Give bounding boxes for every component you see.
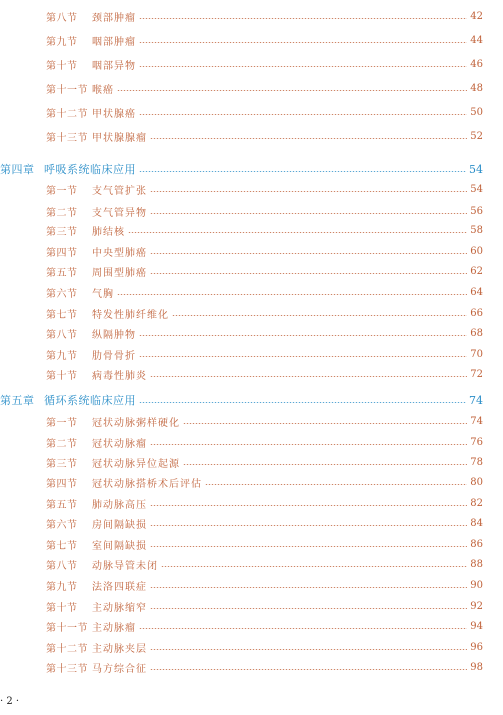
section-entry[interactable]: [0, 8, 503, 24]
dot-leader: [150, 649, 467, 650]
entry-page-number: 94: [470, 620, 483, 632]
dot-leader: [150, 213, 467, 214]
dot-leader: [150, 253, 467, 254]
section-entry[interactable]: [0, 80, 503, 96]
entry-page-number: 62: [470, 265, 483, 277]
section-entry[interactable]: [0, 474, 503, 490]
dot-leader: [150, 669, 467, 670]
entry-number: 第一节: [46, 417, 78, 429]
dot-leader: [183, 464, 467, 465]
entry-number: 第一节: [46, 185, 78, 197]
page-number-footer: · 2 ·: [0, 696, 20, 707]
dot-leader: [150, 191, 467, 192]
entry-number: 第十节: [46, 602, 78, 614]
entry-page-number: 44: [470, 34, 483, 46]
dot-leader: [150, 273, 467, 274]
entry-title: 纵隔肿物: [92, 329, 136, 341]
entry-title: 主动脉夹层: [92, 643, 147, 655]
dot-leader: [139, 402, 466, 403]
section-entry[interactable]: [0, 659, 503, 675]
entry-number: 第八节: [46, 12, 78, 24]
entry-title: 马方综合征: [92, 663, 147, 675]
entry-page-number: 66: [470, 307, 483, 319]
entry-page-number: 70: [470, 348, 483, 360]
entry-title: 颈部肿瘤: [92, 12, 136, 24]
entry-page-number: 92: [470, 600, 483, 612]
entry-page-number: 74: [470, 415, 483, 427]
entry-title: 中央型肺癌: [92, 247, 147, 259]
entry-title: 病毒性肺炎: [92, 370, 147, 382]
dot-leader: [139, 66, 467, 67]
entry-title: 支气管扩张: [92, 185, 147, 197]
dot-leader: [139, 114, 467, 115]
section-entry[interactable]: [0, 263, 503, 279]
entry-number: 第四节: [46, 478, 78, 490]
dot-leader: [139, 335, 467, 336]
entry-title: 冠状动脉瘤: [92, 438, 147, 450]
entry-page-number: 64: [470, 286, 483, 298]
entry-title: 冠状动脉粥样硬化: [92, 417, 180, 429]
dot-leader: [139, 356, 467, 357]
section-entry[interactable]: [0, 305, 503, 321]
entry-page-number: 96: [470, 641, 483, 653]
entry-page-number: 54: [470, 183, 483, 195]
entry-number: 第六节: [46, 288, 78, 300]
entry-page-number: 86: [470, 538, 483, 550]
entry-number: 第九节: [46, 581, 78, 593]
section-entry[interactable]: [0, 434, 503, 450]
dot-leader: [139, 628, 467, 629]
dot-leader: [150, 444, 467, 445]
entry-number: 第九节: [46, 350, 78, 362]
section-entry[interactable]: [0, 577, 503, 593]
section-entry[interactable]: [0, 366, 503, 382]
dot-leader: [205, 484, 467, 485]
entry-title: 动脉导管未闭: [92, 560, 158, 572]
entry-title: 喉癌: [92, 84, 114, 96]
entry-page-number: 46: [470, 58, 483, 70]
entry-title: 咽部异物: [92, 60, 136, 72]
entry-number: 第三节: [46, 458, 78, 470]
dot-leader: [139, 171, 466, 172]
section-entry[interactable]: [0, 413, 503, 429]
entry-page-number: 42: [470, 10, 483, 22]
section-entry[interactable]: [0, 222, 503, 238]
section-entry[interactable]: [0, 243, 503, 259]
entry-number: 第十节: [46, 370, 78, 382]
entry-page-number: 88: [470, 558, 483, 570]
entry-title: 甲状腺癌: [92, 108, 136, 120]
section-entry[interactable]: [0, 639, 503, 655]
chapter-entry[interactable]: [0, 161, 503, 177]
entry-title: 肺结核: [92, 226, 125, 238]
entry-title: 特发性肺纤维化: [92, 309, 169, 321]
section-entry[interactable]: [0, 556, 503, 572]
section-entry[interactable]: [0, 181, 503, 197]
dot-leader: [150, 546, 467, 547]
entry-title: 房间隔缺损: [92, 519, 147, 531]
section-entry[interactable]: [0, 56, 503, 72]
dot-leader: [139, 18, 467, 19]
entry-page-number: 84: [470, 517, 483, 529]
section-entry[interactable]: [0, 454, 503, 470]
section-entry[interactable]: [0, 325, 503, 341]
section-entry[interactable]: [0, 515, 503, 531]
entry-number: 第二节: [46, 438, 78, 450]
section-entry[interactable]: [0, 32, 503, 48]
dot-leader: [150, 525, 467, 526]
entry-page-number: 60: [470, 245, 483, 257]
entry-number: 第八节: [46, 560, 78, 572]
entry-number: 第十三节: [46, 663, 88, 675]
entry-number: 第六节: [46, 519, 78, 531]
dot-leader: [172, 315, 467, 316]
section-entry[interactable]: [0, 284, 503, 300]
dot-leader: [150, 587, 467, 588]
dot-leader: [150, 505, 467, 506]
entry-page-number: 52: [470, 130, 483, 142]
dot-leader: [117, 294, 467, 295]
entry-title: 支气管异物: [92, 207, 147, 219]
entry-title: 肋骨骨折: [92, 350, 136, 362]
entry-page-number: 80: [470, 476, 483, 488]
entry-number: 第三节: [46, 226, 78, 238]
entry-title: 主动脉瘤: [92, 622, 136, 634]
entry-page-number: 76: [470, 436, 483, 448]
entry-title: 咽部肿瘤: [92, 36, 136, 48]
entry-title: 周围型肺癌: [92, 267, 147, 279]
entry-number: 第九节: [46, 36, 78, 48]
entry-page-number: 90: [470, 579, 483, 591]
entry-number: 第七节: [46, 309, 78, 321]
entry-page-number: 78: [470, 456, 483, 468]
entry-number: 第八节: [46, 329, 78, 341]
entry-number: 第十一节: [46, 622, 88, 634]
entry-page-number: 54: [469, 162, 483, 176]
entry-title: 肺动脉高压: [92, 499, 147, 511]
entry-number: 第四章: [0, 163, 35, 176]
entry-title: 法洛四联症: [92, 581, 147, 593]
entry-number: 第十二节: [46, 108, 88, 120]
dot-leader: [150, 376, 467, 377]
entry-page-number: 48: [470, 82, 483, 94]
entry-number: 第十节: [46, 60, 78, 72]
entry-title: 冠状动脉异位起源: [92, 458, 180, 470]
entry-number: 第七节: [46, 540, 78, 552]
entry-title: 主动脉缩窄: [92, 602, 147, 614]
entry-page-number: 74: [469, 393, 483, 407]
entry-number: 第五节: [46, 267, 78, 279]
section-entry[interactable]: [0, 346, 503, 362]
section-entry[interactable]: [0, 598, 503, 614]
entry-title: 室间隔缺损: [92, 540, 147, 552]
section-entry[interactable]: [0, 128, 503, 144]
chapter-entry[interactable]: [0, 392, 503, 408]
entry-number: 第二节: [46, 207, 78, 219]
dot-leader: [150, 138, 467, 139]
dot-leader: [161, 566, 467, 567]
entry-number: 第十二节: [46, 643, 88, 655]
entry-number: 第五章: [0, 394, 35, 407]
dot-leader: [183, 423, 467, 424]
dot-leader: [139, 42, 467, 43]
section-entry[interactable]: [0, 495, 503, 511]
dot-leader: [117, 90, 467, 91]
entry-number: 第四节: [46, 247, 78, 259]
entry-page-number: 98: [470, 661, 483, 673]
entry-page-number: 56: [470, 205, 483, 217]
entry-title: 甲状腺腺瘤: [92, 132, 147, 144]
entry-title: 循环系统临床应用: [44, 394, 136, 407]
section-entry[interactable]: [0, 618, 503, 634]
section-entry[interactable]: [0, 104, 503, 120]
entry-page-number: 68: [470, 327, 483, 339]
entry-title: 气胸: [92, 288, 114, 300]
entry-page-number: 72: [470, 368, 483, 380]
entry-number: 第五节: [46, 499, 78, 511]
entry-page-number: 82: [470, 497, 483, 509]
entry-number: 第十三节: [46, 132, 88, 144]
entry-title: 呼吸系统临床应用: [44, 163, 136, 176]
dot-leader: [150, 608, 467, 609]
entry-number: 第十一节: [46, 84, 88, 96]
entry-page-number: 58: [470, 224, 483, 236]
section-entry[interactable]: [0, 203, 503, 219]
entry-title: 冠状动脉搭桥术后评估: [92, 478, 202, 490]
section-entry[interactable]: [0, 536, 503, 552]
entry-page-number: 50: [470, 106, 483, 118]
dot-leader: [128, 232, 467, 233]
